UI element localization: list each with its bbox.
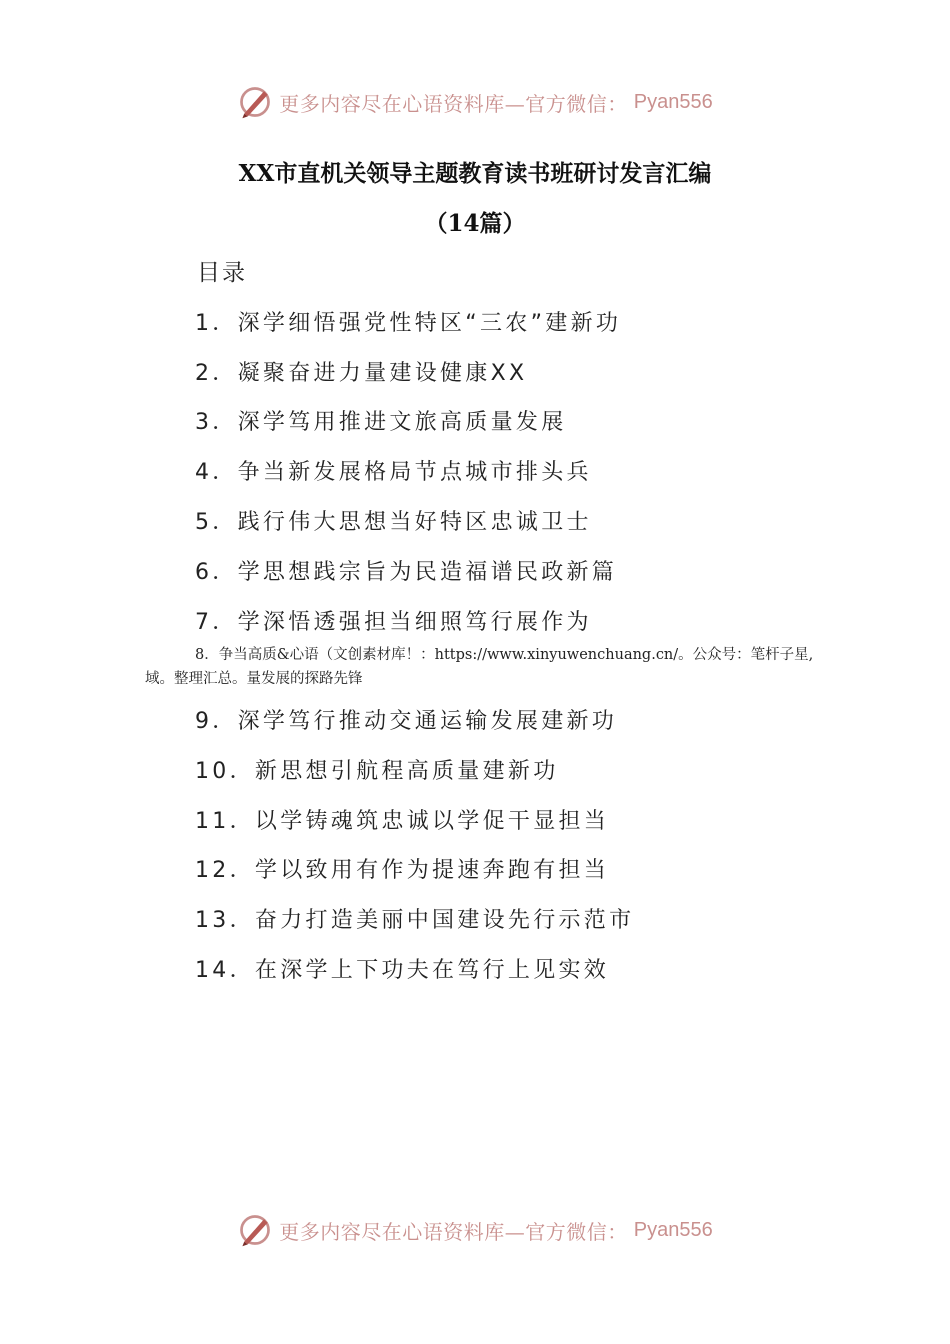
toc-item: 3．深学笃用推进文旅高质量发展: [195, 410, 567, 435]
toc-item: 12．学以致用有作为提速奔跑有担当: [195, 858, 610, 883]
document-subtitle: （14篇）: [424, 210, 526, 237]
toc-item: 4．争当新发展格局节点城市排头兵: [195, 460, 592, 485]
toc-item: 14．在深学上下功夫在笃行上见实效: [195, 958, 610, 983]
toc-item: 2．凝聚奋进力量建设健康XX: [195, 361, 528, 386]
toc-item: 6．学思想践宗旨为民造福谱民政新篇: [195, 560, 618, 585]
toc-item: 7．学深悟透强担当细照笃行展作为: [195, 610, 592, 635]
toc-item: 13．奋力打造美丽中国建设先行示范市: [195, 908, 635, 933]
watermark-text: 更多内容尽在心语资料库—官方微信：: [279, 91, 628, 116]
toc-item: 9．深学笃行推动交通运输发展建新功: [195, 709, 618, 734]
toc-item-watermarked: [145, 643, 820, 691]
header-watermark: [0, 82, 950, 122]
watermark-text: 更多内容尽在心语资料库—官方微信：: [279, 1219, 628, 1244]
toc-heading: 目录: [197, 260, 247, 286]
footer-watermark: [0, 1210, 950, 1250]
toc-item: 5．践行伟大思想当好特区忠诚卫士: [195, 510, 592, 535]
toc-item: 11．以学铸魂筑忠诚以学促干显担当: [195, 809, 610, 834]
toc-item: 10．新思想引航程高质量建新功: [195, 759, 559, 784]
toc-item-text: 8．争当高质&心语（文创素材库！：https://www.xinyuwenchuang.cn/。公众号：笔杆子星,域。整理汇总。量发展的探路先锋: [145, 647, 814, 687]
toc-item: 1．深学细悟强党性特区“三农”建新功: [195, 311, 622, 336]
watermark-brand: Pyan556: [633, 90, 713, 113]
document-title: XX市直机关领导主题教育读书班研讨发言汇编: [238, 160, 712, 187]
pen-in-circle-icon: [237, 1212, 273, 1248]
pen-in-circle-icon: [237, 84, 273, 120]
watermark-brand: Pyan556: [633, 1218, 713, 1241]
